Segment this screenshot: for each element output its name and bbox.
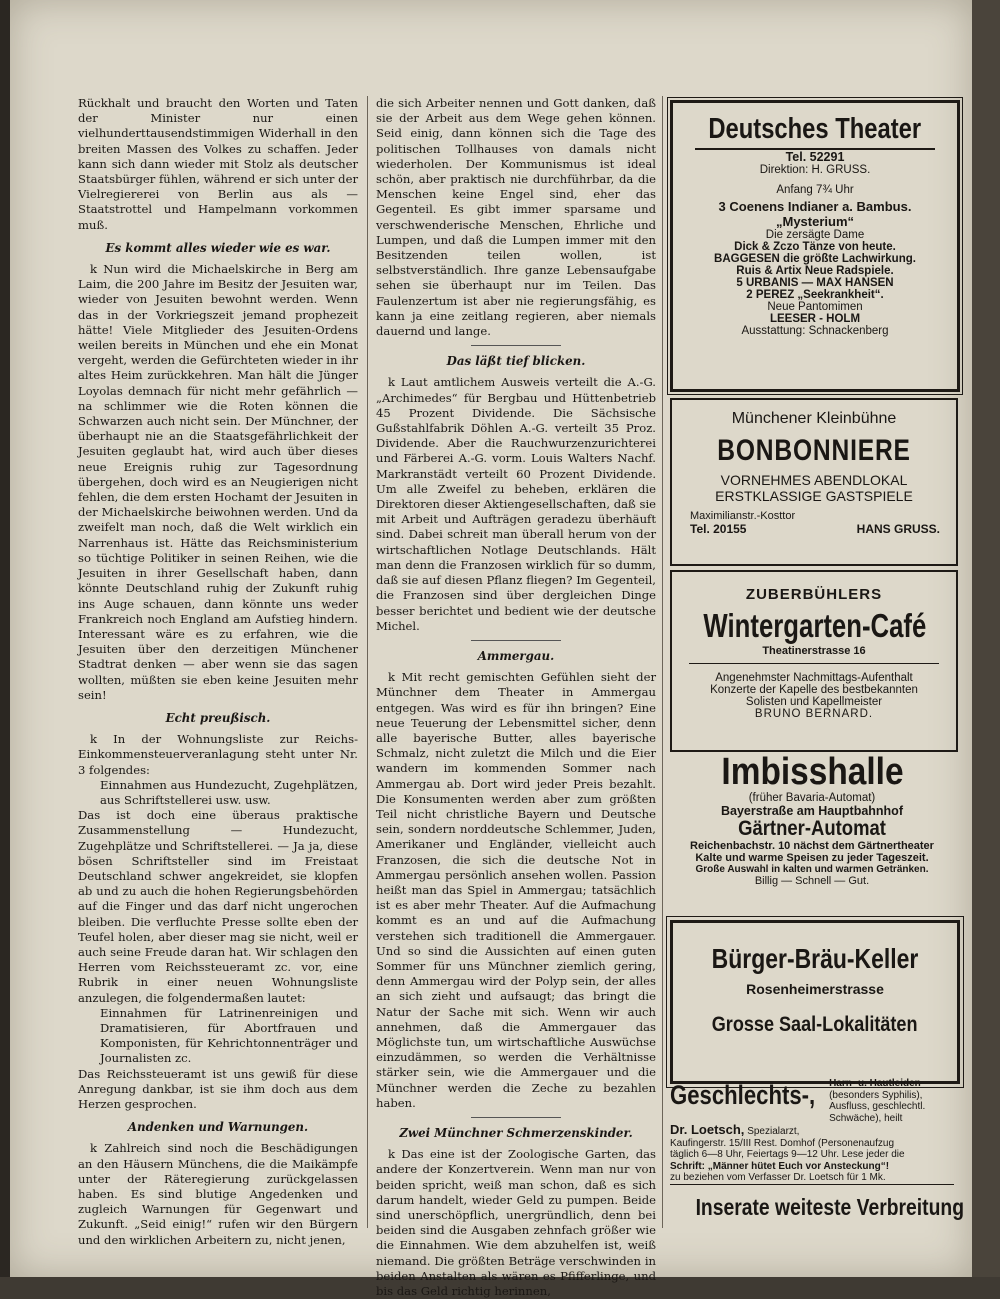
quote: Einnahmen für Latrinenreinigen und Dramatisieren, für Abortfrauen und Komponisten, für Kehrichtonnenträger und Journalisten zc.	[100, 1005, 358, 1066]
ad-owner: HANS GRUSS.	[856, 522, 940, 536]
ad-title: Deutsches Theater	[708, 113, 922, 145]
ad-line: 5 URBANIS — MAX HANSEN	[736, 277, 894, 289]
ad-address: Theatinerstrasse 16	[762, 645, 866, 657]
ad-line: BAGGESEN die größte Lachwirkung.	[714, 253, 916, 265]
article-heading: Zwei Münchner Schmerzenskinder.	[399, 1126, 633, 1140]
ad-address: Maximilianstr.-Kosttor	[690, 510, 796, 522]
paragraph: k Nun wird die Michaelskirche in Berg am Laim, die 200 Jahre im Besitz der Jesuiten war, wieder von Jesuiten bewohnt werden. Wenn das in der Vorkriegszeit jemand prophezeit hätte! Viele Mitglieder des Jesuiten-Ordens weilen bereits in München und ehe ein Monat vergeht, werden die Gefürchteten wieder in ihr altes Heim zurückkehren. Man hält die Jünger Loyolas demnach für nicht mehr gefährlich — na schlimmer wie die Roten können die Schwarzen auch nicht sein. Der Münchner, der überhaupt nie an die Staatsgefährlichkeit der Jesuiten geglaubt hat, wird auch über dieses neue Ereignis ruhig zur Tagesordnung übergehen, doch wird es an Neugierigen nicht fehlen, die dem ersten Hochamt der Jesuiten in der Michaelskirche beiwohnen werden. Und da zweifelt man noch, daß die Welt wirklich ein Narrenhaus ist. Hätte das Reichsministerium so tüchtige Politiker in seinen Reihen, wie die Jesuiten in ihrer Gesellschaft haben, dann könnte Deutschland ruhig der Zukunft ruhig ins Auge schauen, dann könnte uns weder Frankreich noch England am Aufstieg hindern. Interessant wäre es zu erfahren, wie die Jesuiten über den derzeitigen Münchener Stadtrat denken — aber wenn sie das sagen wollten, müßten sie eben keine Jesuiten mehr sein!	[78, 262, 358, 702]
article-heading: Es kommt alles wieder wie es war.	[105, 240, 331, 255]
paragraph: k Das eine ist der Zoologische Garten, das andere der Konzertverein. Wenn man nur von beiden spricht, weiß man schon, daß es sich darum handelt, wieder Geld zu pumpen. Beide sind unerschöpflich, unergründlich, denn bei beiden sind die Ausgaben zehnfach größer wie die Einnahmen. Wie dem abzuhelfen ist, weiß niemand. Die größten Beträge verschwinden in beiden Anstalten als wären es Pfifferlinge, und bis das Geld richtig herinnen,	[376, 1147, 656, 1299]
ad-line: ZUBERBÜHLERS	[745, 586, 883, 603]
page-edge	[972, 0, 1000, 1277]
ad-line: Ausstattung: Schnackenberg	[741, 325, 889, 337]
ad-line: Grosse Saal-Lokalitäten	[712, 1013, 918, 1036]
ad-inserate	[670, 1190, 965, 1230]
paragraph: k Zahlreich sind noch die Beschädigungen an den Häusern Münchens, die die Maikämpfe unter der Räteregierung zurückgelassen haben. Es sind blutige Angedenken und zugleich Warnungen für Gegenwart und Zukunft. „Seid einig!“ rufen wir den Bürgern und den wirklichen Arbeitern zu, nicht jenen,	[78, 1141, 358, 1247]
ad-line: Konzerte der Kapelle des bestbekannten	[710, 684, 918, 696]
paragraph: Rückhalt und braucht den Worten und Taten der Minister nur einen vielhunderttausendstimmigen Widerhall in den breiten Massen des Volkes zu schaffen. Jeder kann sich dann wieder mit Stolz als deutscher Staatsbürger fühlen, während er sich unter der Vielregiererei von Berlin aus als — Staatstrottel und Hampelmann vorkommen muß.	[78, 96, 358, 232]
ad-line: BRUNO BERNARD.	[754, 708, 874, 720]
ad-line: Ausfluss, geschlechtl.	[829, 1101, 926, 1112]
ad-imbisshalle	[670, 752, 954, 900]
ad-line: Anfang 7¾ Uhr	[776, 184, 854, 196]
ad-line: täglich 6—8 Uhr, Feiertags 9—12 Uhr. Lese jeder die	[670, 1149, 905, 1161]
ad-line: Ruis & Artix Neue Radspiele.	[736, 265, 894, 277]
ad-title: Wintergarten-Café	[703, 607, 927, 644]
column-rule	[367, 96, 368, 1228]
ad-buerger-braeu-keller	[670, 920, 960, 1084]
paragraph: Das ist doch eine überaus praktische Zusammenstellung — Hundezucht, Zugehplätze und Schriftstellerei. — Ja ja, diese bösen Schriftsteller sind im Freistaat Deutschland schwer angekreidet, sie klopfen ab und zu auch die hohen Regierungsbehörden auf die Finger und das darf nicht ungerochen bleiben. Die verfluchte Presse sollte eben der Teufel holen, aber dieser mag sie nicht, weil er auch seine Freude daran hat. Wir schlagen den Herren vom Reichssteueramt zc. vor, eine Rubrik in einer neuen Wohnungsliste anzulegen, die folgendermaßen lautet:	[78, 808, 358, 1005]
ad-title: Imbisshalle	[720, 751, 904, 793]
divider	[471, 1117, 561, 1118]
ad-wintergarten-cafe	[670, 570, 958, 752]
divider	[471, 345, 561, 346]
ad-title: Geschlechts-,	[670, 1080, 816, 1110]
ad-line: Kalte und warme Speisen zu jeder Tageszeit.	[695, 852, 929, 864]
paragraph: k Mit recht gemischten Gefühlen sieht der Münchner dem Theater in Ammergau entgegen. Was wird es für ihn bringen? Eine neue Teuerung der Lebensmittel sicher, denn alle bayerische Butter, alles bayerische Schmalz, nicht zuletzt die Milch und die Eier wandern im kommenden Sommer nach Ammergau ab. Dort wird jeder Preis bezahlt. Die Konsumenten werden aber zum größten Teil nicht christliche Bayern und Deutsche sein, sondern norddeutsche Schlemmer, Juden, Amerikaner und Engländer, vielleicht auch Franzosen, die sich die deutsche Not in Ammergau persönlich ansehen wollen. Passion heißt man das Spiel in Ammergau; tatsächlich ist es aber mehr Theater. Auf die Aufmachung kommt es an und auf die Aufmachung verstehen sich traditionell die Ammergauer. Und so sind die Aussichten auf einen guten Sommer für uns Münchner ziemlich gering, denn Ammergau wird der Polyp sein, der alles an sich zieht und aufsaugt; das bringt die Natur der Sache mit sich. Wenn wir auch annehmen, daß die Ammergauer das Möglichste tun, um wirtschaftliche Auswüchse einzudämmen, so werden die Verhältnisse stärker sein, wie die Ammergauer und die Münchner werden die Zeche zu bezahlen haben.	[376, 670, 656, 1110]
ad-line: 2 PEREZ „Seekrankheit“.	[746, 289, 884, 301]
ad-phone: Tel. 52291	[785, 150, 845, 164]
ad-line: Große Auswahl in kalten und warmen Getränken.	[695, 864, 929, 875]
ad-line: Schwäche), heilt	[829, 1112, 903, 1124]
divider	[471, 640, 561, 641]
ad-line: VORNEHMES ABENDLOKAL	[720, 472, 908, 488]
ad-line: Dick & Zczo Tänze von heute.	[734, 241, 896, 253]
ad-line: (besonders Syphilis),	[829, 1089, 923, 1101]
ad-dr-loetsch	[670, 1076, 954, 1185]
ad-title: Inserate weiteste Verbreitung	[695, 1194, 965, 1220]
ad-line: 3 Coenens Indianer a. Bambus.	[718, 199, 912, 214]
ad-line: Solisten und Kapellmeister	[745, 696, 883, 708]
ad-line: Münchener Kleinbühne	[731, 410, 897, 427]
ad-line: Die zersägte Dame	[765, 229, 865, 241]
paragraph: k Laut amtlichem Ausweis verteilt die A.-G. „Archimedes“ für Bergbau und Hüttenbetrieb 45 Prozent Dividende. Die Sächsische Gußstahlfabrik Döhlen A.-G. verteilt 35 Proz. Dividende. Aber die Rauchwurzenzurichterei und Färberei A.-G. vorm. Louis Walters Nachf. Markranstädt verteilt 60 Prozent Dividende. Um alle Zweifel zu beheben, erklären die Direktoren dieser Aktiengesellschaften, daß sie mit Arbeit und Aufträgen geradezu überhäuft sind. Dabei schreit man überall herum von der wirtschaftlichen Notlage Deutschlands. Hält man denn die Franzosen wirklich für so dumm, daß sie auf diesen Pflanz fliegen? Im Gegenteil, die Franzosen sind über dergleichen Dinge besser berichtet und bedient wie der deutsche Michel.	[376, 375, 657, 633]
ad-direction: Direktion: H. GRUSS.	[759, 164, 871, 176]
column-rule	[662, 96, 663, 1228]
ad-line: Angenehmster Nachmittags-Aufenthalt	[715, 672, 913, 684]
ad-line: Harn- u. Hautleiden	[829, 1078, 921, 1089]
article-heading: Das läßt tief blicken.	[446, 354, 586, 369]
text-column-1	[78, 96, 358, 1248]
text-column-2	[376, 96, 656, 1299]
ad-line: Billig — Schnell — Gut.	[754, 875, 870, 887]
ad-line: ERSTKLASSIGE GASTSPIELE	[715, 488, 913, 504]
ad-line: zu beziehen vom Verfasser Dr. Loetsch für 1 Mk.	[670, 1172, 886, 1184]
paragraph: Das Reichssteueramt ist uns gewiß für diese Anregung dankbar, ist sie ihm doch aus dem Herzen gesprochen.	[78, 1066, 358, 1111]
ad-line: (früher Bavaria-Automat)	[748, 792, 876, 804]
quote: Einnahmen aus Hundezucht, Zugehplätzen, aus Schriftstellerei usw. usw.	[100, 777, 358, 807]
ad-title: Bürger-Bräu-Keller	[711, 943, 919, 974]
ad-line: „Mysterium“	[775, 214, 855, 229]
article-heading: Echt preußisch.	[165, 710, 271, 725]
ad-line: Schrift: „Männer hütet Euch vor Ansteckung“!	[670, 1160, 890, 1172]
ad-bonbonniere	[670, 398, 958, 566]
ad-title-2: Gärtner-Automat	[738, 817, 886, 840]
ad-line: Dr. Loetsch, Spezialarzt,	[670, 1122, 800, 1137]
ad-line: Reichenbachstr. 10 nächst dem Gärtnertheater	[690, 840, 934, 852]
paragraph: k In der Wohnungsliste zur Reichs-Einkommensteuerveranlagung steht unter Nr. 3 folgendes:	[78, 732, 358, 777]
ad-line: Rosenheimerstrasse	[746, 981, 884, 997]
ad-phone: Tel. 20155	[690, 522, 747, 536]
article-heading: Andenken und Warnungen.	[127, 1120, 309, 1135]
ad-line: Bayerstraße am Hauptbahnhof	[721, 804, 903, 818]
ad-line: LEESER - HOLM	[769, 313, 861, 325]
article-heading: Ammergau.	[477, 648, 555, 663]
ad-line: Kaufingerstr. 15/III Rest. Domhof (Personenaufzug	[670, 1137, 895, 1149]
ad-deutsches-theater	[670, 100, 960, 392]
ad-title: BONBONNIERE	[717, 434, 911, 467]
ad-line: Neue Pantomimen	[767, 301, 863, 313]
paragraph: die sich Arbeiter nennen und Gott danken, daß sie der Arbeit aus dem Wege gehen können. Seid einig, dann können sich die Tage des politischen Tollhauses von damals nicht wiederholen. Der Kommunismus ist ideal schön, aber praktisch nie durchführbar, da die Menschen keine Engel sind, eher das Gegenteil. Es gibt immer sparsame und verschwenderische Menschen, Ehrliche und Lumpen, und daß die Lumpen immer mit den Besitzenden teilen wollen, ist selbstverständlich. Ihre ganze Lebensaufgabe sehen sie überhaupt nur im Teilen. Das Faulenzertum ist aber nie regierungsfähig, es kann ja eine zeitlang regieren, aber niemals dauernd und lange.	[376, 96, 656, 339]
